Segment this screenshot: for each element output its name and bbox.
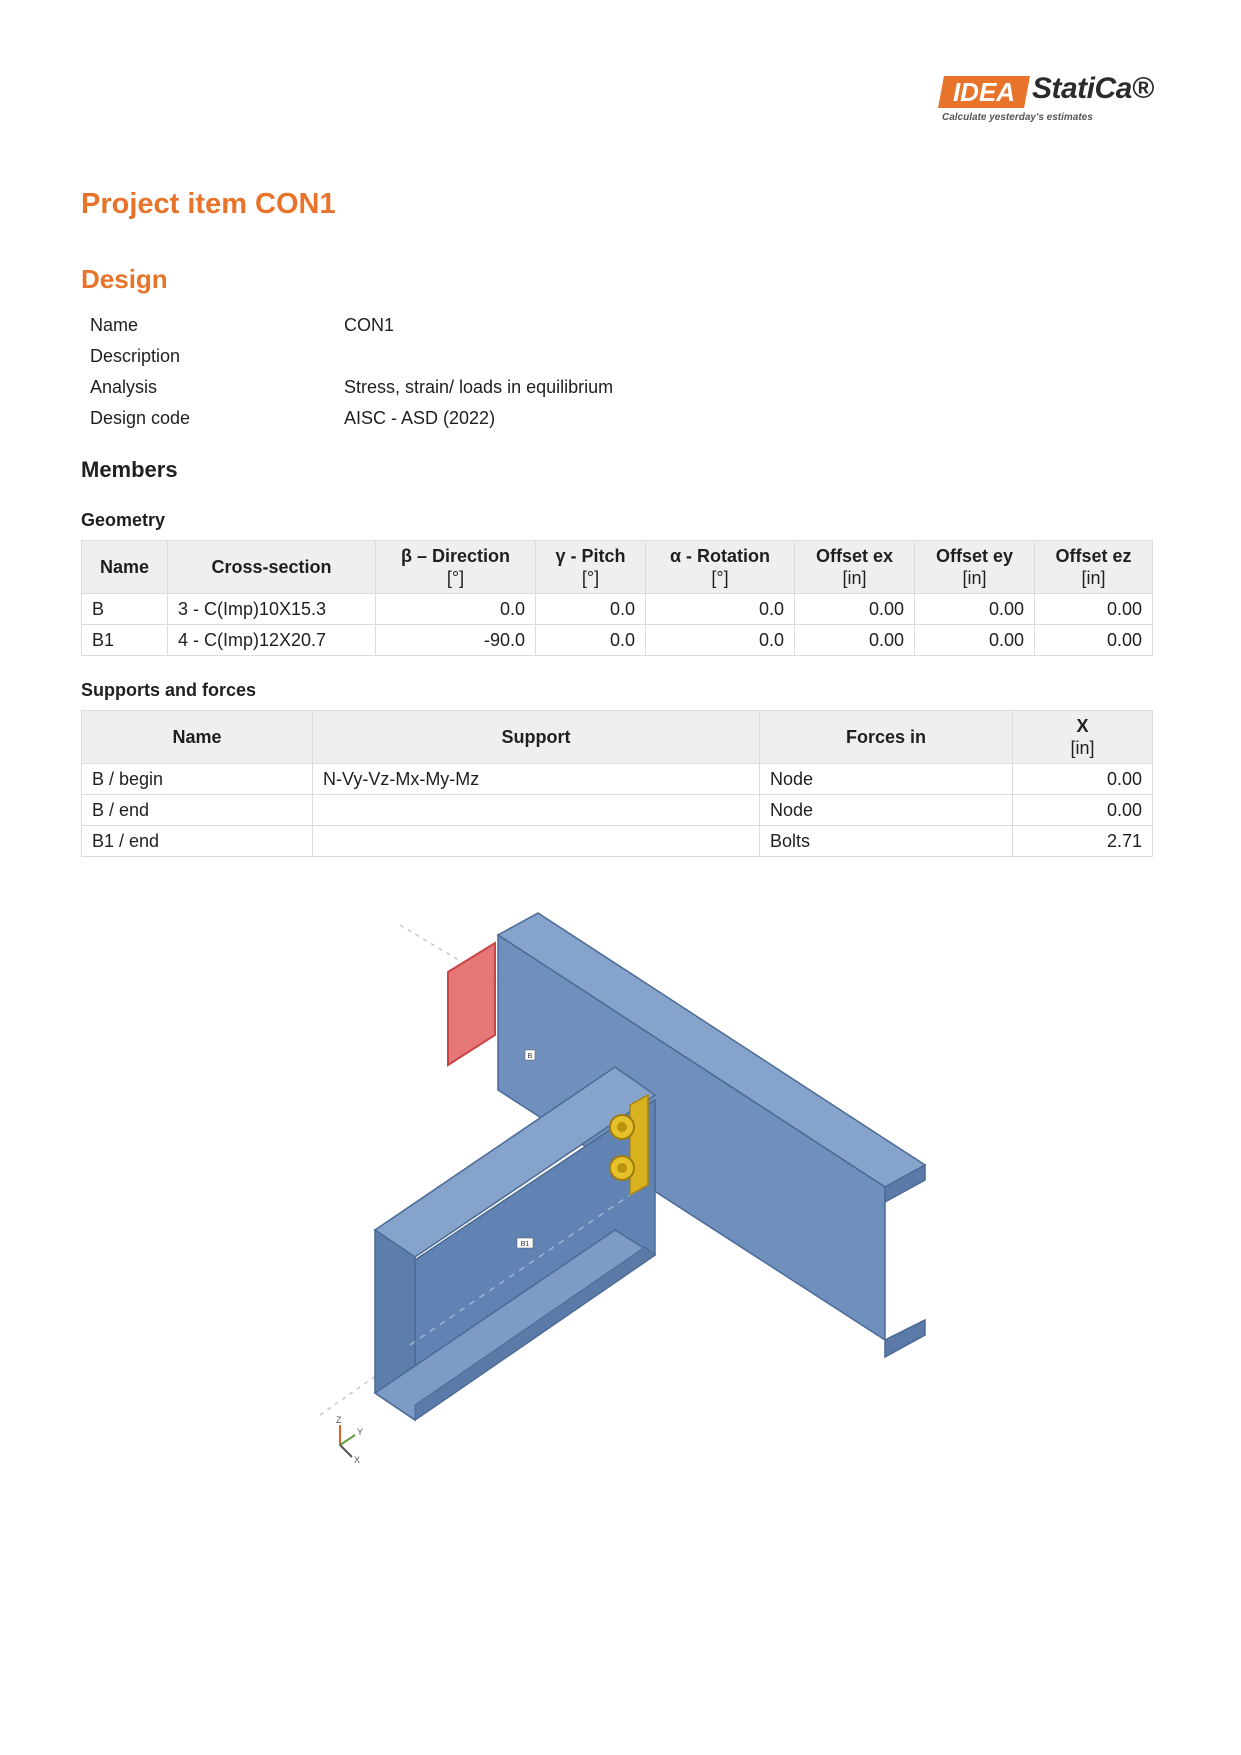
- svg-text:Y: Y: [357, 1427, 364, 1437]
- column-label: Cross-section: [211, 557, 332, 577]
- design-heading: Design: [81, 264, 168, 294]
- table-cell: B: [82, 594, 168, 625]
- design-value: Stress, strain/ loads in equilibrium: [344, 377, 614, 397]
- design-key: Description: [90, 346, 181, 366]
- geometry-table: [81, 540, 1153, 656]
- column-label: Forces in: [845, 727, 927, 747]
- column-unit: [°]: [446, 568, 465, 588]
- column-label: Name: [172, 727, 222, 747]
- column-header: [536, 541, 646, 594]
- column-header: [1035, 541, 1153, 594]
- bolt-icon: [610, 1115, 634, 1139]
- column-header: [376, 541, 536, 594]
- bolt-icon: [610, 1156, 634, 1180]
- column-header: [82, 711, 313, 764]
- table-cell: B / end: [82, 795, 313, 826]
- table-cell: 0.0: [376, 594, 536, 625]
- column-header: [646, 541, 795, 594]
- column-unit: [in]: [962, 568, 987, 588]
- beam-b-bottom-flange: [885, 1320, 925, 1357]
- table-cell: B / begin: [82, 764, 313, 795]
- design-row: [90, 341, 613, 372]
- table-row: [82, 795, 1153, 826]
- table-row: [82, 826, 1153, 857]
- design-key: Name: [90, 315, 139, 335]
- column-header: [795, 541, 915, 594]
- table-cell: [313, 826, 760, 857]
- supports-table: [81, 710, 1153, 857]
- column-label: Support: [501, 727, 571, 747]
- geometry-heading: Geometry: [81, 510, 166, 530]
- table-cell: 0.00: [915, 625, 1035, 656]
- design-row: [90, 403, 613, 434]
- table-cell: N-Vy-Vz-Mx-My-Mz: [313, 764, 760, 795]
- table-cell: 0.00: [1013, 795, 1153, 826]
- column-label: α - Rotation: [669, 546, 771, 566]
- table-cell: B1 / end: [82, 826, 313, 857]
- column-unit: [in]: [1070, 738, 1095, 758]
- table-cell: B1: [82, 625, 168, 656]
- table-row: [82, 625, 1153, 656]
- column-label: Name: [99, 557, 150, 577]
- logo-tagline: Calculate yesterday's estimates: [942, 112, 1093, 123]
- design-row: [90, 372, 613, 403]
- column-label: Offset ey: [935, 546, 1014, 566]
- column-label: β – Direction: [400, 546, 510, 566]
- table-cell: 0.0: [536, 594, 646, 625]
- column-header: [915, 541, 1035, 594]
- table-cell: -90.0: [376, 625, 536, 656]
- table-cell: 3 - C(Imp)10X15.3: [168, 594, 376, 625]
- table-cell: 0.00: [1035, 625, 1153, 656]
- table-cell: 0.00: [1035, 594, 1153, 625]
- table-cell: Node: [760, 795, 1013, 826]
- idea-statica-logo: [938, 72, 1153, 132]
- column-header: [82, 541, 168, 594]
- design-key: Design code: [90, 408, 191, 428]
- member-label-b1: B1: [520, 1241, 530, 1248]
- table-cell: 2.71: [1013, 826, 1153, 857]
- table-cell: 0.00: [915, 594, 1035, 625]
- connection-3d-view: [300, 895, 950, 1505]
- design-key: Analysis: [90, 377, 158, 397]
- logo-wordmark: StatiCa®: [1032, 72, 1154, 105]
- svg-text:X: X: [354, 1455, 361, 1465]
- design-value: AISC - ASD (2022): [344, 408, 496, 428]
- column-header: [1013, 711, 1153, 764]
- column-header: [760, 711, 1013, 764]
- table-cell: Node: [760, 764, 1013, 795]
- table-cell: 0.0: [536, 625, 646, 656]
- page-title: Project item CON1: [81, 188, 336, 220]
- design-value: [344, 341, 613, 372]
- supports-heading: Supports and forces: [81, 680, 257, 700]
- table-cell: 0.0: [646, 594, 795, 625]
- column-label: X: [1076, 716, 1089, 736]
- design-row: [90, 310, 613, 341]
- table-cell: 0.00: [1013, 764, 1153, 795]
- table-cell: 0.0: [646, 625, 795, 656]
- table-row: [82, 594, 1153, 625]
- column-unit: [°]: [711, 568, 729, 588]
- column-header: [313, 711, 760, 764]
- column-label: Offset ez: [1055, 546, 1132, 566]
- design-properties: [90, 310, 613, 434]
- column-label: Offset ex: [815, 546, 894, 566]
- table-row: [82, 764, 1153, 795]
- axis-triad-icon: [336, 1415, 363, 1465]
- column-label: γ - Pitch: [555, 546, 626, 566]
- members-heading: Members: [81, 457, 178, 482]
- table-cell: [313, 795, 760, 826]
- column-header: [168, 541, 376, 594]
- svg-text:Z: Z: [336, 1415, 342, 1425]
- table-cell: 4 - C(Imp)12X20.7: [168, 625, 376, 656]
- table-cell: 0.00: [795, 625, 915, 656]
- column-unit: [in]: [1081, 568, 1106, 588]
- member-label-b: B: [527, 1053, 533, 1060]
- design-value: CON1: [344, 315, 395, 335]
- column-unit: [°]: [581, 568, 600, 588]
- table-cell: 0.00: [795, 594, 915, 625]
- support-plate: [448, 943, 495, 1065]
- table-cell: Bolts: [760, 826, 1013, 857]
- svg-text:IDEA: IDEA: [952, 77, 1016, 107]
- column-unit: [in]: [842, 568, 867, 588]
- cleat-plate: [630, 1095, 648, 1195]
- logo-mark-icon: [938, 76, 1030, 108]
